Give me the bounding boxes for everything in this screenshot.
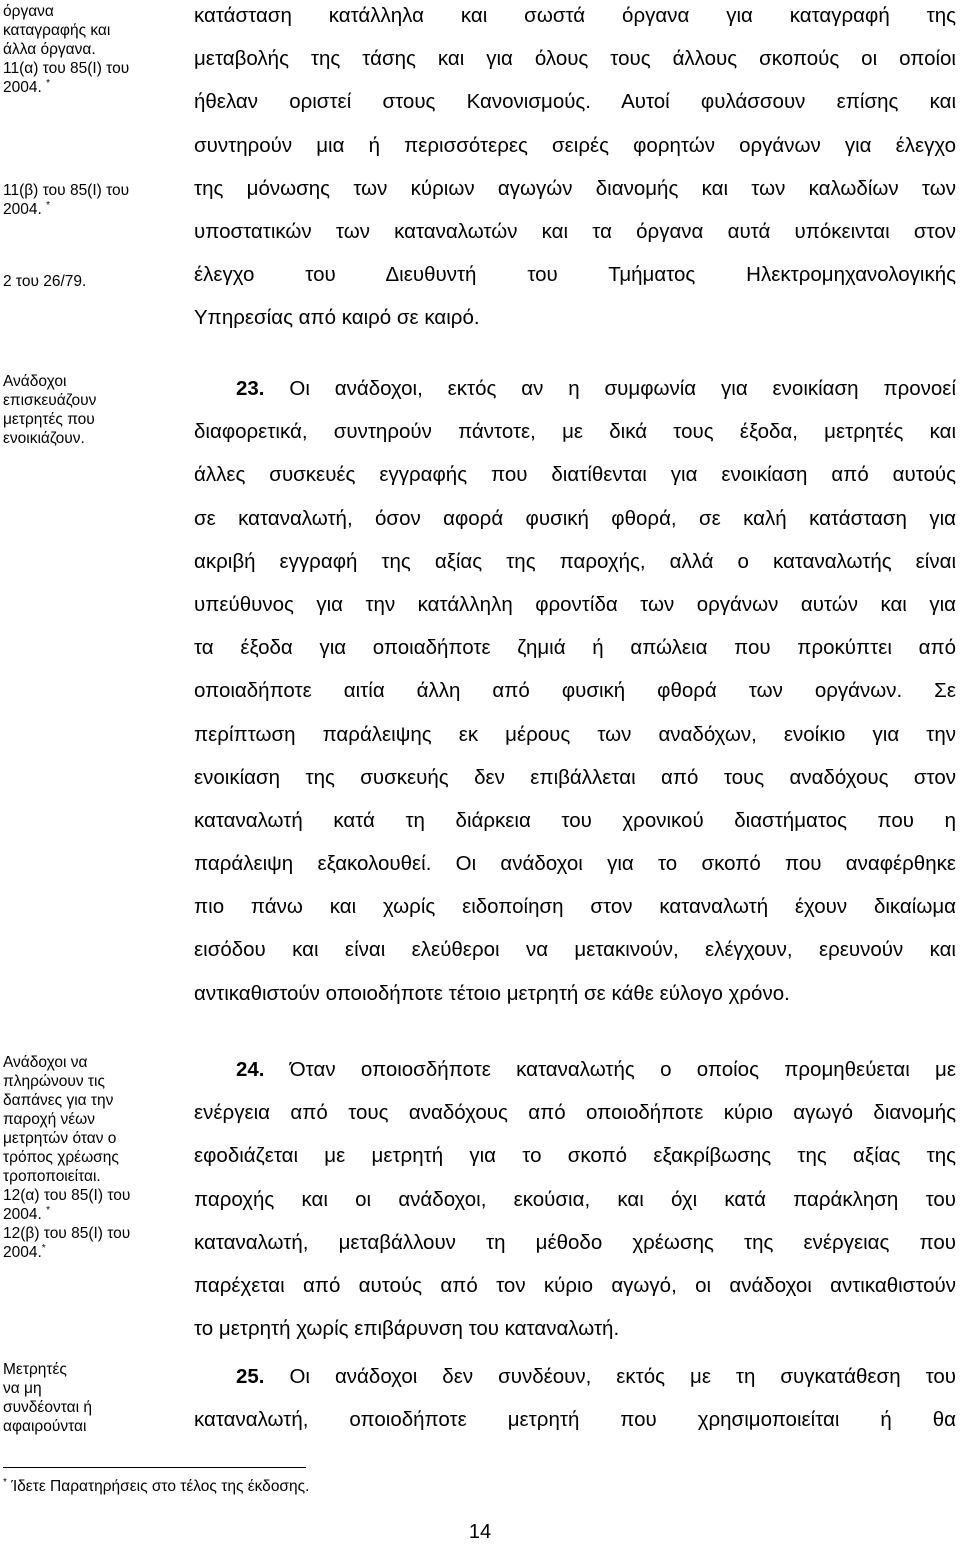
body-line-text: Οι ανάδοχοι, εκτός αν η συμφωνία για ενοικίαση προνοεί (289, 377, 956, 400)
asterisk-marker: * (46, 200, 51, 211)
margin-ref-12b-year: 2004.* (3, 1243, 46, 1261)
section-number: 25. (236, 1365, 265, 1388)
paragraph-25 (194, 1355, 956, 1441)
margin-ref-11a: 11(α) του 85(Ι) του (3, 60, 130, 77)
body-line: υπεύθυνος για την κατάλληλη φροντίδα των οργάνων αυτών και για (194, 592, 956, 616)
page-number: 14 (468, 1521, 492, 1543)
body-line: καταναλωτή κατά τη διάρκεια του χρονικού διαστήματος που η (194, 808, 956, 832)
margin-ref-26-79: 2 του 26/79. (3, 273, 87, 290)
margin-ref-12a-year: 2004. * (3, 1205, 51, 1223)
asterisk-marker: * (46, 78, 51, 89)
margin-note-section-23 (3, 372, 168, 448)
body-line: πιο πάνω και χωρίς ειδοποίηση στον καταναλωτή έχουν δικαίωμα (194, 895, 956, 919)
margin-line: μετρητές που (3, 411, 95, 428)
body-line: εφοδιάζεται με μετρητή για το σκοπό εξακρίβωσης της αξίας της (194, 1144, 956, 1168)
body-line: καταναλωτή, μεταβάλλουν τη μέθοδο χρέωσης της ενέργειας που (194, 1230, 956, 1254)
section-number: 24. (236, 1058, 265, 1081)
body-line: έλεγχο του Διευθυντή του Τμήματος Ηλεκτρομηχανολογικής (194, 263, 956, 287)
body-line: ακριβή εγγραφή της αξίας της παροχής, αλλά ο καταναλωτής είναι (194, 549, 956, 573)
body-line: οποιαδήποτε αιτία άλλη από φυσική φθορά των οργάνων. Σε (194, 679, 956, 703)
body-line: το μετρητή χωρίς επιβάρυνση του καταναλωτή. (194, 1317, 620, 1341)
margin-line: Ανάδοχοι να (3, 1054, 88, 1071)
margin-ref-11b: 11(β) του 85(Ι) του (3, 182, 130, 199)
body-line-text: Οι ανάδοχοι δεν συνδέουν, εκτός με τη συγκατάθεση του (289, 1365, 956, 1388)
margin-ref-11b-year: 2004. * (3, 200, 51, 218)
paragraph-23 (194, 367, 956, 1015)
asterisk-marker: * (41, 1243, 46, 1254)
margin-line: μετρητών όταν ο (3, 1130, 117, 1147)
body-line: διαφορετικά, συντηρούν πάντοτε, με δικά τους έξοδα, μετρητές και (194, 420, 956, 444)
margin-note-recording-instruments (3, 2, 168, 97)
paragraph-22-continuation (194, 0, 956, 340)
footnote-divider (3, 1467, 306, 1468)
body-line: αντικαθιστούν οποιοδήποτε τέτοιο μετρητή σε κάθε εύλογο χρόνο. (194, 981, 790, 1005)
margin-line: τρόπος χρέωσης (3, 1149, 119, 1166)
footnote (3, 1476, 309, 1498)
body-line: περίπτωση παράλειψης εκ μέρους των αναδόχων, ενοίκιο για την (194, 722, 956, 746)
body-first-line (194, 367, 956, 410)
body-line: κατάσταση κατάλληλα και σωστά όργανα για καταγραφή της (194, 4, 956, 27)
body-line: της μόνωσης των κύριων αγωγών διανομής και των καλωδίων των (194, 176, 956, 200)
margin-note-ref-11b (3, 181, 168, 219)
asterisk-marker: * (46, 1205, 51, 1216)
margin-ref-11a-year: 2004. * (3, 78, 51, 96)
margin-line: παροχή νέων (3, 1111, 96, 1128)
body-first-line (194, 1048, 956, 1091)
margin-note-section-24 (3, 1053, 168, 1262)
margin-line: δαπάνες για την (3, 1092, 114, 1109)
body-line: παράλειψη εξακολουθεί. Οι ανάδοχοι για το σκοπό που αναφέρθηκε (194, 852, 956, 876)
margin-line: τροποποιείται. (3, 1168, 101, 1185)
margin-line: συνδέονται ή (3, 1399, 92, 1416)
margin-ref-12a: 12(α) του 85(Ι) του (3, 1187, 131, 1204)
margin-line: Ανάδοχοι (3, 373, 67, 390)
margin-line: επισκευάζουν (3, 392, 97, 409)
body-line: άλλες συσκευές εγγραφής που διατίθενται για ενοικίαση από αυτούς (194, 463, 956, 487)
margin-line: καταγραφής και (3, 22, 111, 39)
margin-line: Μετρητές (3, 1361, 67, 1378)
body-line: εισόδου και είναι ελεύθεροι να μετακινούν, ελέγχουν, ερευνούν και (194, 938, 956, 962)
margin-line: ενοικιάζουν. (3, 430, 85, 447)
section-number: 23. (236, 377, 265, 400)
body-line: συντηρούν μια ή περισσότερες σειρές φορητών οργάνων για έλεγχο (194, 133, 956, 157)
footnote-marker: * (3, 1477, 7, 1488)
margin-line: αφαιρούνται (3, 1418, 87, 1435)
body-line: παρέχεται από αυτούς από τον κύριο αγωγό, οι ανάδοχοι αντικαθιστούν (194, 1273, 956, 1297)
margin-note-ref-26-79 (3, 272, 168, 291)
body-line: σε καταναλωτή, όσον αφορά φυσική φθορά, σε καλή κατάσταση για (194, 506, 956, 530)
body-line: Υπηρεσίας από καιρό σε καιρό. (194, 306, 480, 330)
body-first-line (194, 1355, 956, 1398)
body-line: ήθελαν οριστεί στους Κανονισμούς. Αυτοί φυλάσσουν επίσης και (194, 90, 956, 114)
margin-line: πληρώνουν τις (3, 1073, 105, 1090)
body-line-text: Όταν οποιοσδήποτε καταναλωτής ο οποίος προμηθεύεται με (289, 1058, 956, 1081)
body-line: υποστατικών των καταναλωτών και τα όργανα αυτά υπόκεινται στον (194, 219, 956, 243)
paragraph-24 (194, 1048, 956, 1350)
margin-line: να μη (3, 1380, 42, 1397)
body-line: παροχής και οι ανάδοχοι, εκούσια, και όχι κατά παράκληση του (194, 1187, 956, 1211)
footnote-text: Ίδετε Παρατηρήσεις στο τέλος της έκδοσης. (11, 1478, 310, 1495)
body-line: καταναλωτή, οποιοδήποτε μετρητή που χρησιμοποιείται ή θα (194, 1408, 956, 1432)
margin-line: άλλα όργανα. (3, 41, 96, 58)
margin-line: όργανα (3, 3, 54, 20)
body-line: ενέργεια από τους αναδόχους από οποιοδήποτε κύριο αγωγό διανομής (194, 1101, 956, 1125)
body-line: μεταβολής της τάσης και για όλους τους άλλους σκοπούς οι οποίοι (194, 47, 956, 71)
margin-note-section-25 (3, 1360, 168, 1436)
body-line: τα έξοδα για οποιαδήποτε ζημιά ή απώλεια που προκύπτει από (194, 636, 956, 660)
body-line: ενοικίαση της συσκευής δεν επιβάλλεται από τους αναδόχους στον (194, 765, 956, 789)
margin-ref-12b: 12(β) του 85(Ι) του (3, 1225, 131, 1242)
